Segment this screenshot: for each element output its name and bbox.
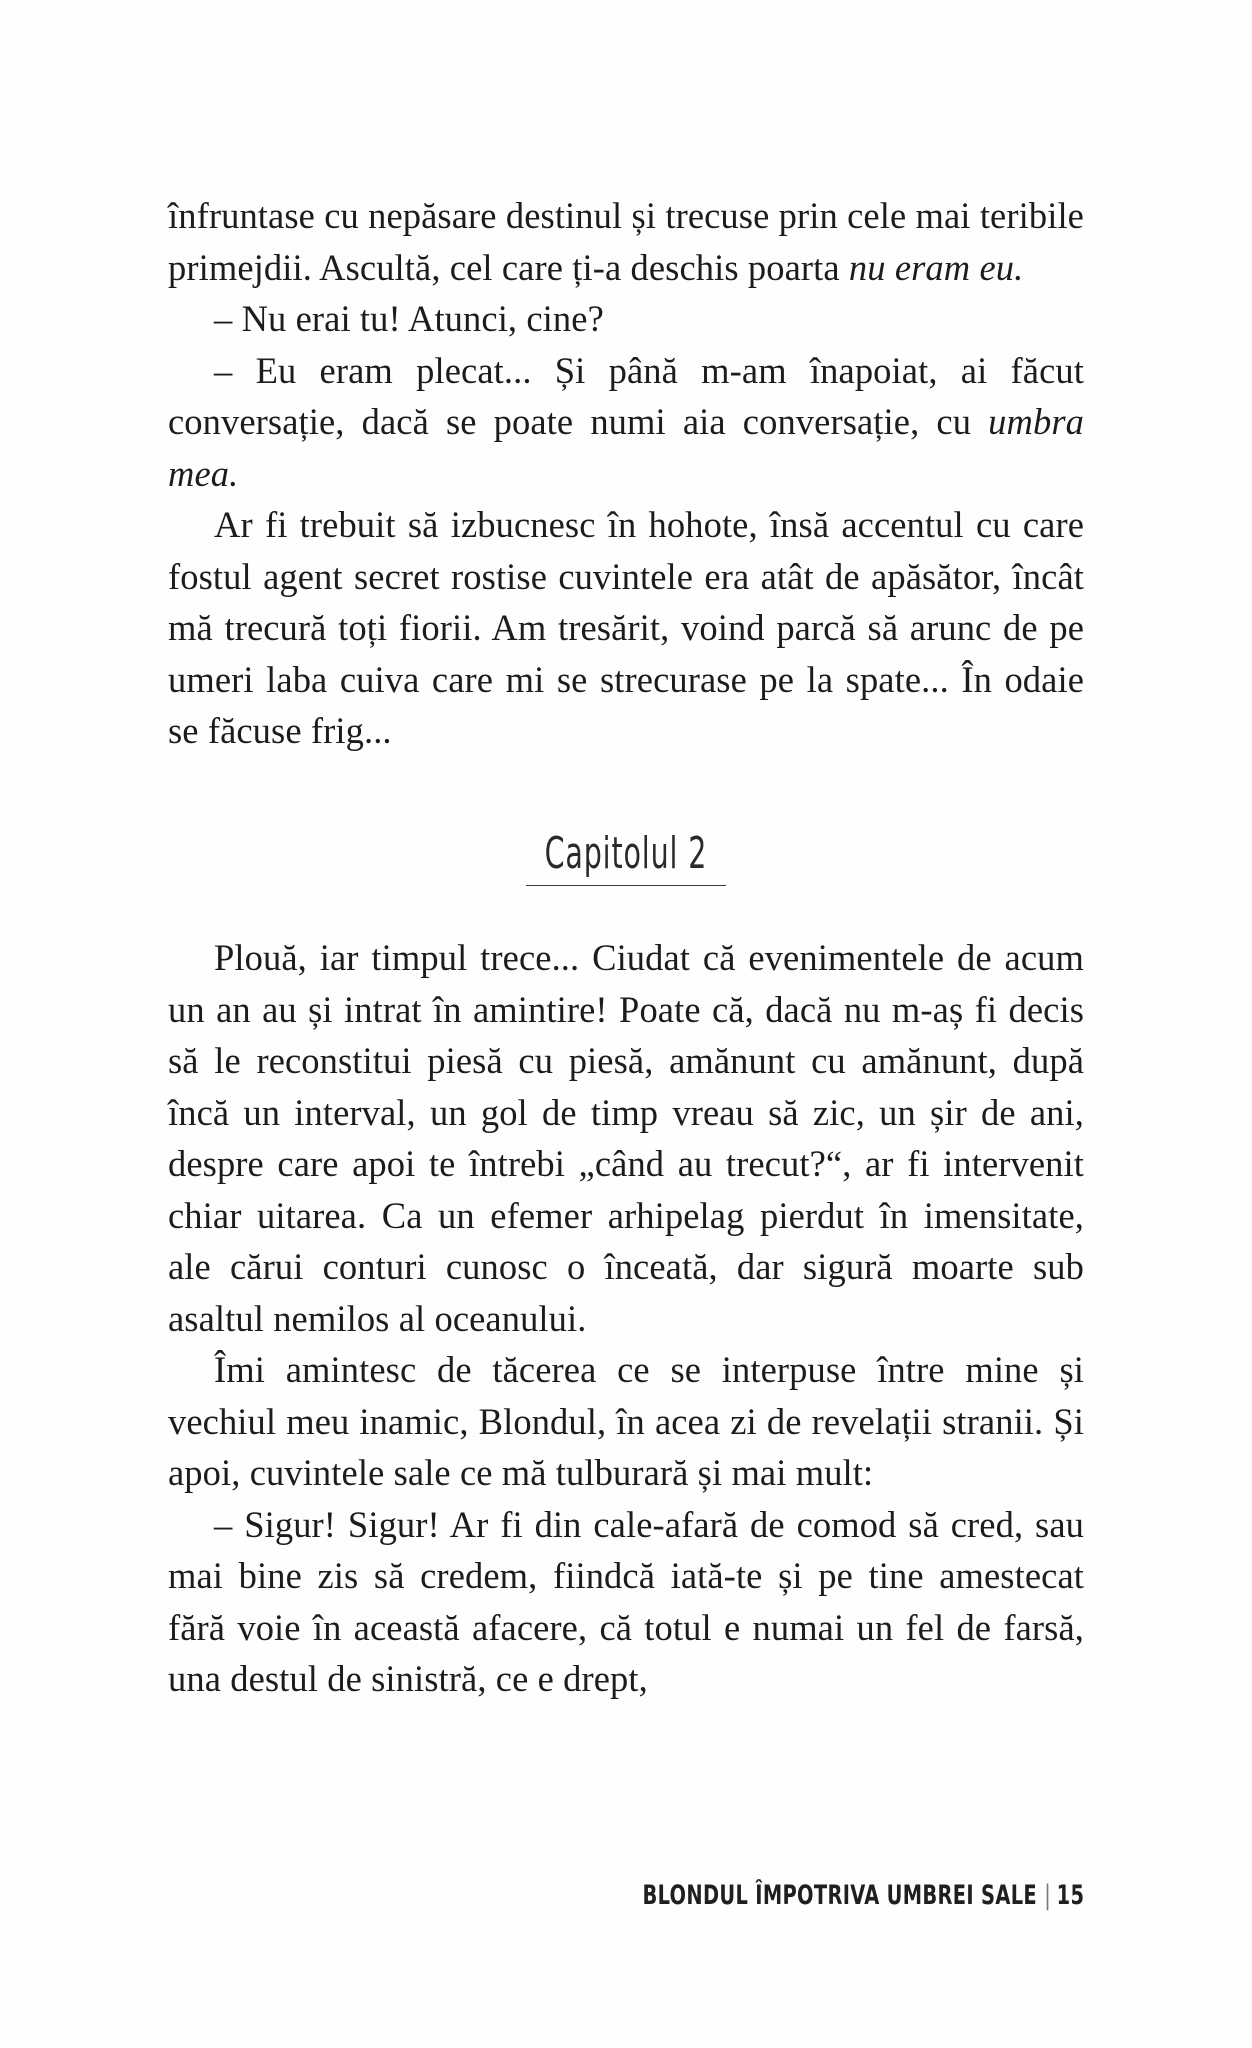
page-text-column	[168, 190, 1084, 1705]
chapter-title: Capitolul 2	[544, 827, 708, 879]
chapter-heading	[168, 827, 1084, 887]
footer-content	[642, 1880, 1084, 1911]
text-run-roman: – Nu erai tu! Atunci, cine?	[214, 298, 604, 339]
paragraph-sigur	[168, 1499, 1084, 1705]
paragraph-imi-amintesc	[168, 1344, 1084, 1499]
text-run-italic: nu eram eu.	[848, 246, 1024, 288]
page-footer	[168, 1880, 1084, 1911]
paragraph-dialogue-2	[168, 345, 1084, 500]
page-number: 15	[1056, 1880, 1084, 1911]
text-run-roman: Ar fi trebuit să izbucnesc în hohote, însă accentul cu care fostul agent secret rostise cuvintele era atât de apăsător, încât mă trecură toți fiorii. Am tresărit, voind parcă să arunc de pe umeri laba cuiva care mi se strecurase pe la spate... În odaie se făcuse frig...	[168, 504, 1084, 751]
paragraph-dialogue-1	[168, 293, 1084, 345]
running-head-title: BLONDUL ÎMPOTRIVA UMBREI SALE	[642, 1880, 1037, 1911]
text-run-italic: umbra mea.	[168, 401, 1084, 494]
text-run-roman: – Sigur! Sigur! Ar fi din cale-afară de comod să cred, sau mai bine zis să credem, fiindcă iată-te și pe tine amestecat fără voie în această afacere, că totul e numai un fel de farsă, una destul de sinistră, ce e drept,	[168, 1503, 1084, 1700]
text-run-roman: Îmi amintesc de tăcerea ce se interpuse între mine și vechiul meu inamic, Blondul, în acea zi de revelații stranii. Și apoi, cuvintele sale ce mă tulburară și mai mult:	[168, 1349, 1084, 1494]
footer-separator: |	[1043, 1880, 1051, 1911]
text-run-roman: înfruntase cu nepăsare destinul și trecuse prin cele mai teribile primejdii. Ascultă, cel care ți-a deschis poarta	[168, 195, 1084, 288]
text-run-roman: Plouă, iar timpul trece... Ciudat că evenimentele de acum un an au și intrat în amintire! Poate că, dacă nu m-aș fi decis să le reconstitui piesă cu piesă, amănunt cu amănunt, după încă un interval, un gol de timp vreau să zic, un șir de ani, despre care apoi te întrebi „când au trecut?“, ar fi intervenit chiar uitarea. Ca un efemer arhipelag pierdut în imensitate, ale cărui conturi cunosc o înceată, dar sigură moarte sub asaltul nemilos al oceanului.	[168, 937, 1084, 1339]
paragraph-ploua	[168, 932, 1084, 1344]
paragraph-hohote	[168, 499, 1084, 757]
paragraph-continued	[168, 190, 1084, 293]
text-run-roman: – Eu eram plecat... Și până m-am înapoiat, ai făcut conversație, dacă se poate numi aia conversație, cu	[168, 349, 1084, 442]
